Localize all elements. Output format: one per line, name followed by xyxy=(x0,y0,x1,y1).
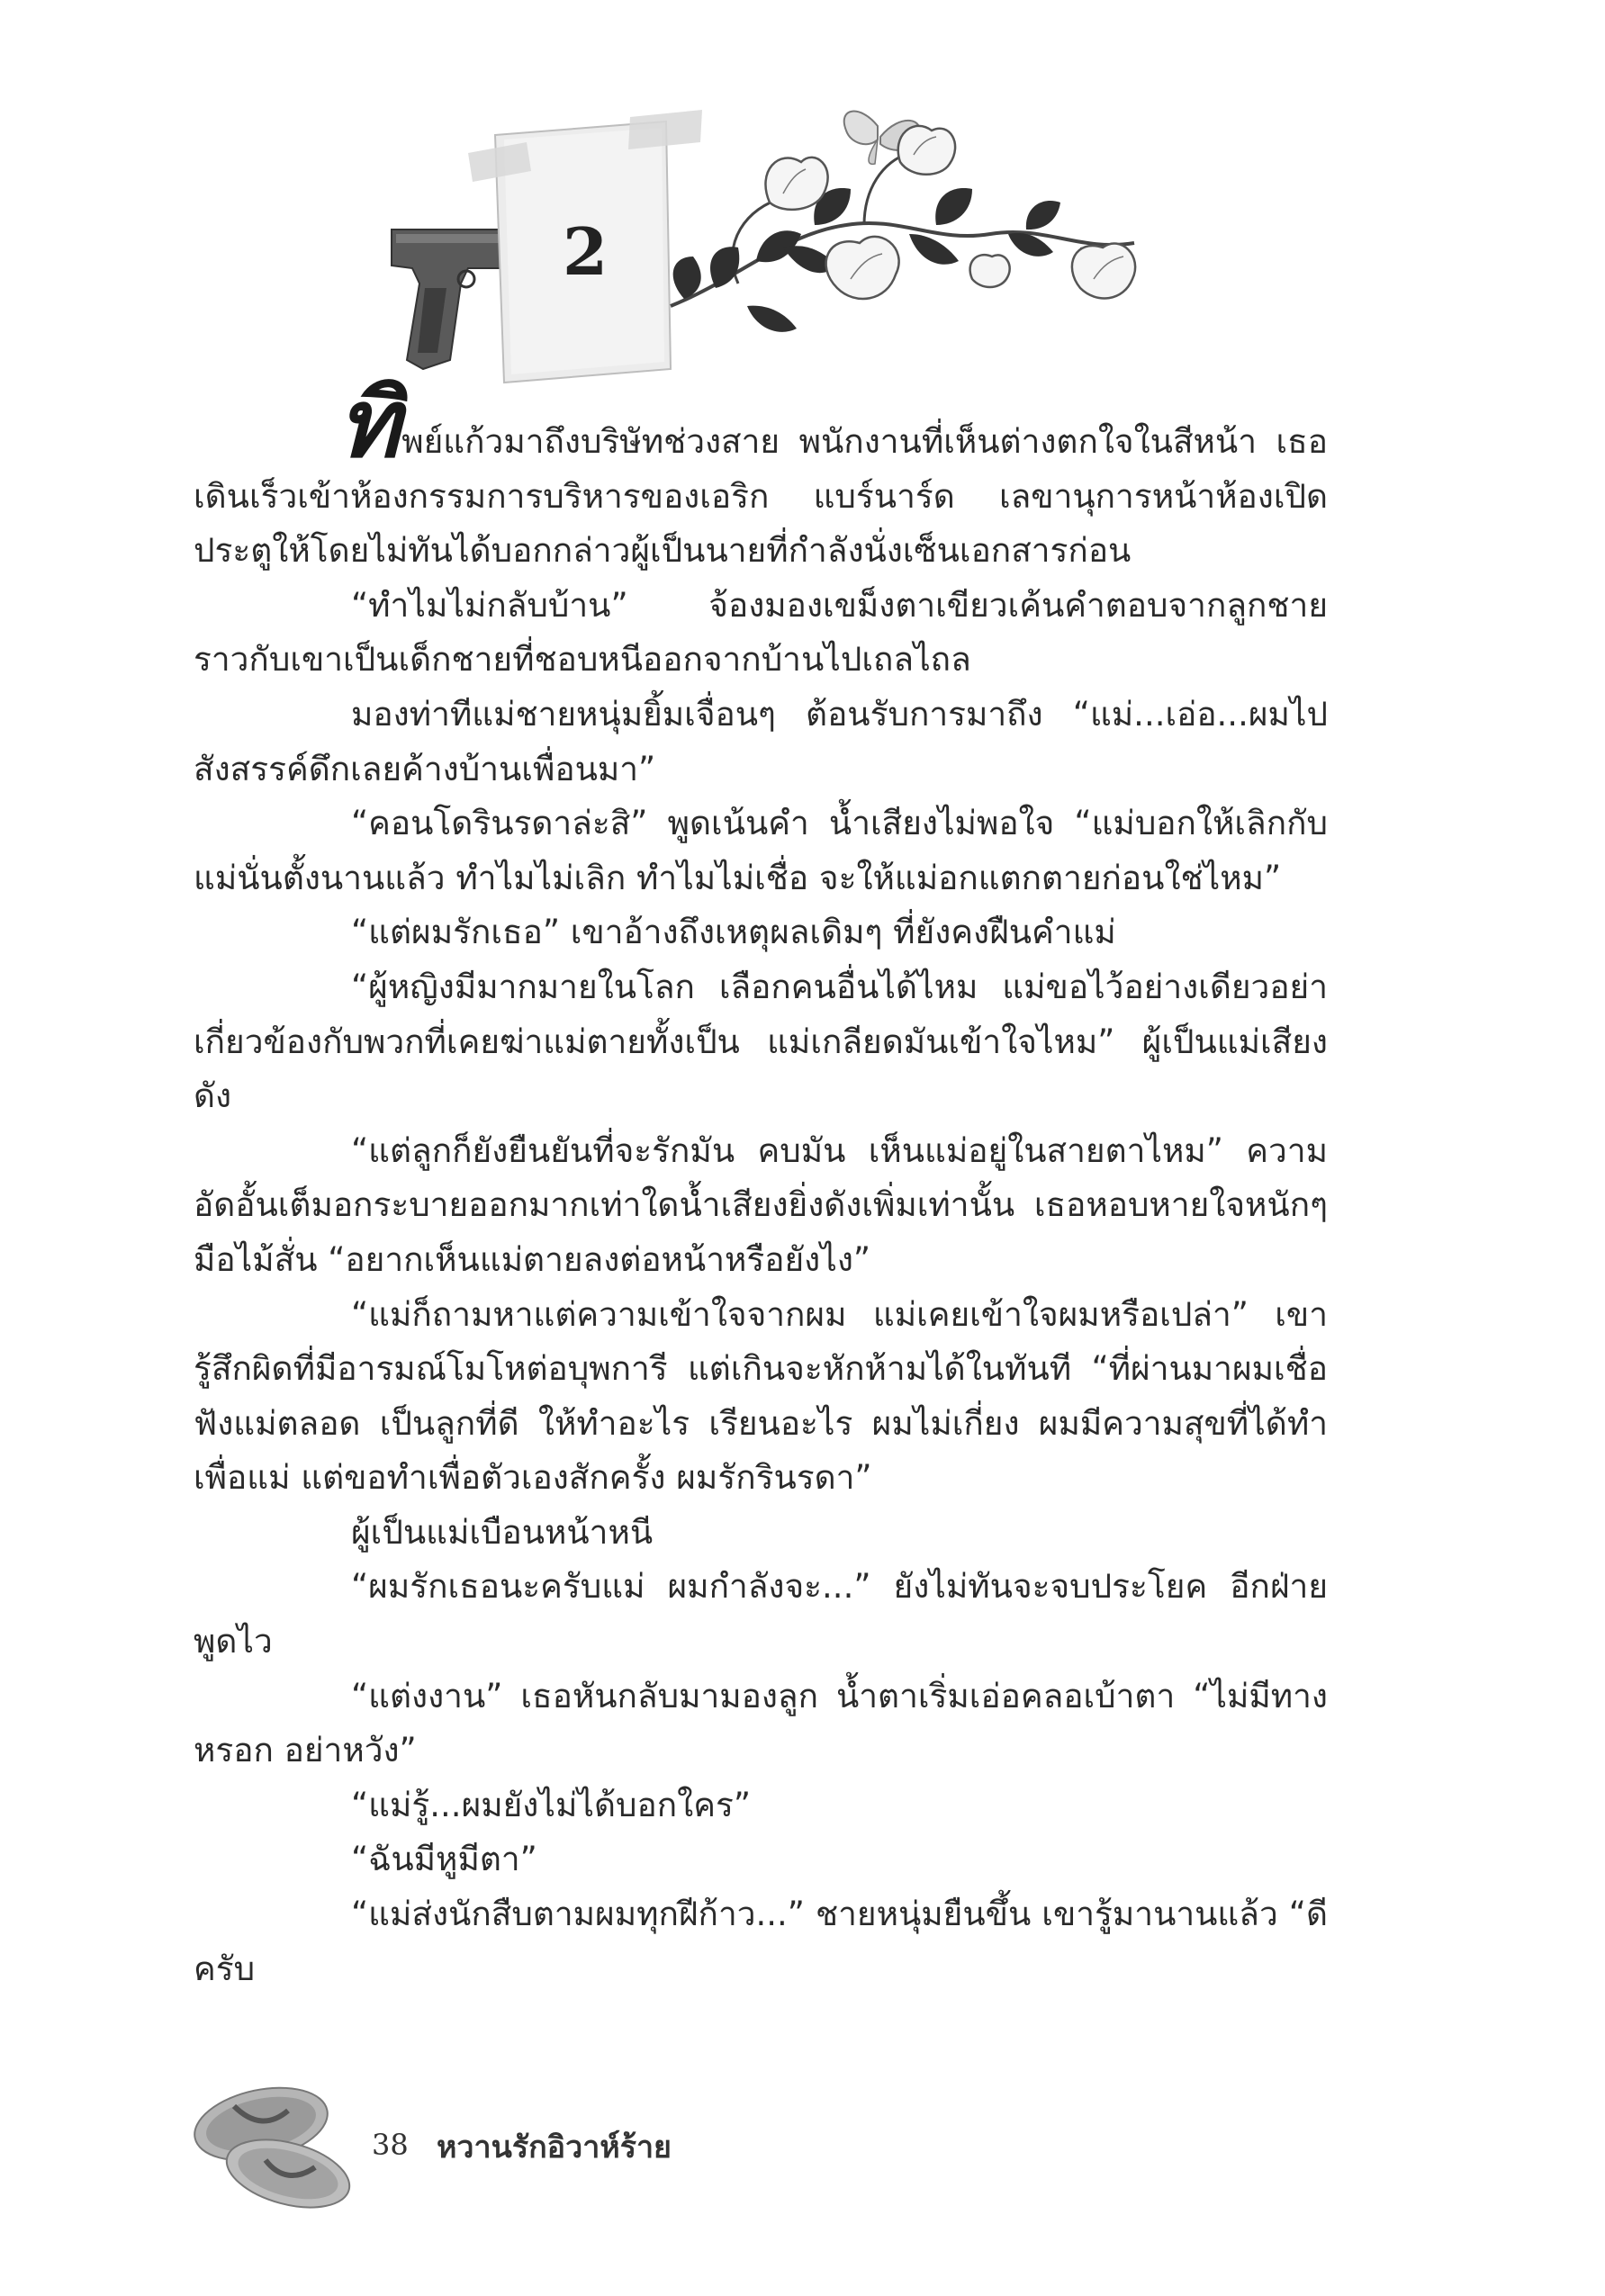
paragraph: “ฉันมีหูมีตา” xyxy=(351,1840,537,1879)
paragraph: มองท่าทีแม่ชายหนุ่มยิ้มเจื่อนๆ ต้อนรับการมาถึง “แม่...เอ่อ...ผมไปสังสรรค์ดึกเลยค้างบ้านเพื่อนมา” xyxy=(194,694,1328,788)
page-number: 38 xyxy=(372,2128,409,2162)
paragraph: “แม่รู้...ผมยังไม่ได้บอกใคร” xyxy=(351,1785,751,1824)
paragraph: “แต่ลูกก็ยังยืนยันที่จะรักมัน คบมัน เห็นแม่อยู่ในสายตาไหม” ความอัดอั้นเต็มอกระบายออกมากเท่าใดน้ำเสียงยิ่งดังเพิ่มเท่านั้น เธอหอบหายใจหนักๆ มือไม้สั่น “อยากเห็นแม่ตายลงต่อหน้าหรือยังไง” xyxy=(194,1130,1328,1279)
paragraph: “ทำไมไม่กลับบ้าน” จ้องมองเขม็งตาเขียวเค้นคำตอบจากลูกชาย ราวกับเขาเป็นเด็กชายที่ชอบหนีออกจากบ้านไปเถลไถล xyxy=(194,585,1328,680)
chapter-number: 2 xyxy=(563,213,609,290)
paragraph: “ผมรักเธอนะครับแม่ ผมกำลังจะ...” ยังไม่ทันจะจบประโยค อีกฝ่ายพูดไว xyxy=(194,1567,1328,1661)
paragraph: “แม่ก็ถามหาแต่ความเข้าใจจากผม แม่เคยเข้าใจผมหรือเปล่า” เขารู้สึกผิดที่มีอารมณ์โมโหต่อบุพการี แต่เกินจะหักห้ามได้ในทันที “ที่ผ่านมาผมเชื่อฟังแม่ตลอด เป็นลูกที่ดี ให้ทำอะไร เรียนอะไร ผมไม่เกี่ยง ผมมีความสุขที่ได้ทำเพื่อแม่ แต่ขอทำเพื่อตัวเองสักครั้ง ผมรักรินรดา” xyxy=(194,1294,1328,1498)
page-footer xyxy=(180,2070,990,2223)
drop-cap: ทิ xyxy=(338,367,401,479)
paragraph xyxy=(194,367,1328,579)
paragraph: ผู้เป็นแม่เบือนหน้าหนี xyxy=(351,1512,654,1552)
paragraph: “ผู้หญิงมีมากมายในโลก เลือกคนอื่นได้ไหม แม่ขอไว้อย่างเดียวอย่าเกี่ยวข้องกับพวกที่เคยฆ่าแม่ตายทั้งเป็น แม่เกลียดมันเข้าใจไหม” ผู้เป็นแม่เสียงดัง xyxy=(194,967,1328,1116)
book-title: หวานรักอิวาห์ร้าย xyxy=(437,2129,672,2165)
paragraph: “คอนโดรินรดาล่ะสิ” พูดเน้นคำ น้ำเสียงไม่พอใจ “แม่บอกให้เลิกกับแม่นั่นตั้งนานแล้ว ทำไมไม่เลิก ทำไมไม่เชื่อ จะให้แม่อกแตกตายก่อนใช่ไหม” xyxy=(194,804,1328,897)
paragraph: “แต่งงาน” เธอหันกลับมามองลูก น้ำตาเริ่มเอ่อคลอเบ้าตา “ไม่มีทางหรอก อย่าหวัง” xyxy=(194,1676,1328,1770)
sandals-icon xyxy=(180,2070,360,2223)
chapter-header-illustration xyxy=(360,99,1170,423)
paragraph: “แม่ส่งนักสืบตามผมทุกฝีก้าว...” ชายหนุ่มยืนขึ้น เขารู้มานานแล้ว “ดีครับ xyxy=(194,1895,1328,1988)
chapter-body xyxy=(194,367,1328,1996)
paragraph: “แต่ผมรักเธอ” เขาอ้างถึงเหตุผลเดิมๆ ที่ยังคงฝืนคำแม่ xyxy=(351,913,1116,952)
paragraph-text: พย์แก้วมาถึงบริษัทช่วงสาย พนักงานที่เห็นต่างตกใจในสีหน้า เธอเดินเร็วเข้าห้องกรรมการบริหารของเอริก แบร์นาร์ด เลขานุการหน้าห้องเปิดประตูให้โดยไม่ทันได้บอกกล่าวผู้เป็นนายที่กำลังนั่งเซ็นเอกสารก่อน xyxy=(194,422,1328,571)
floral-branch-illustration xyxy=(671,126,1135,332)
